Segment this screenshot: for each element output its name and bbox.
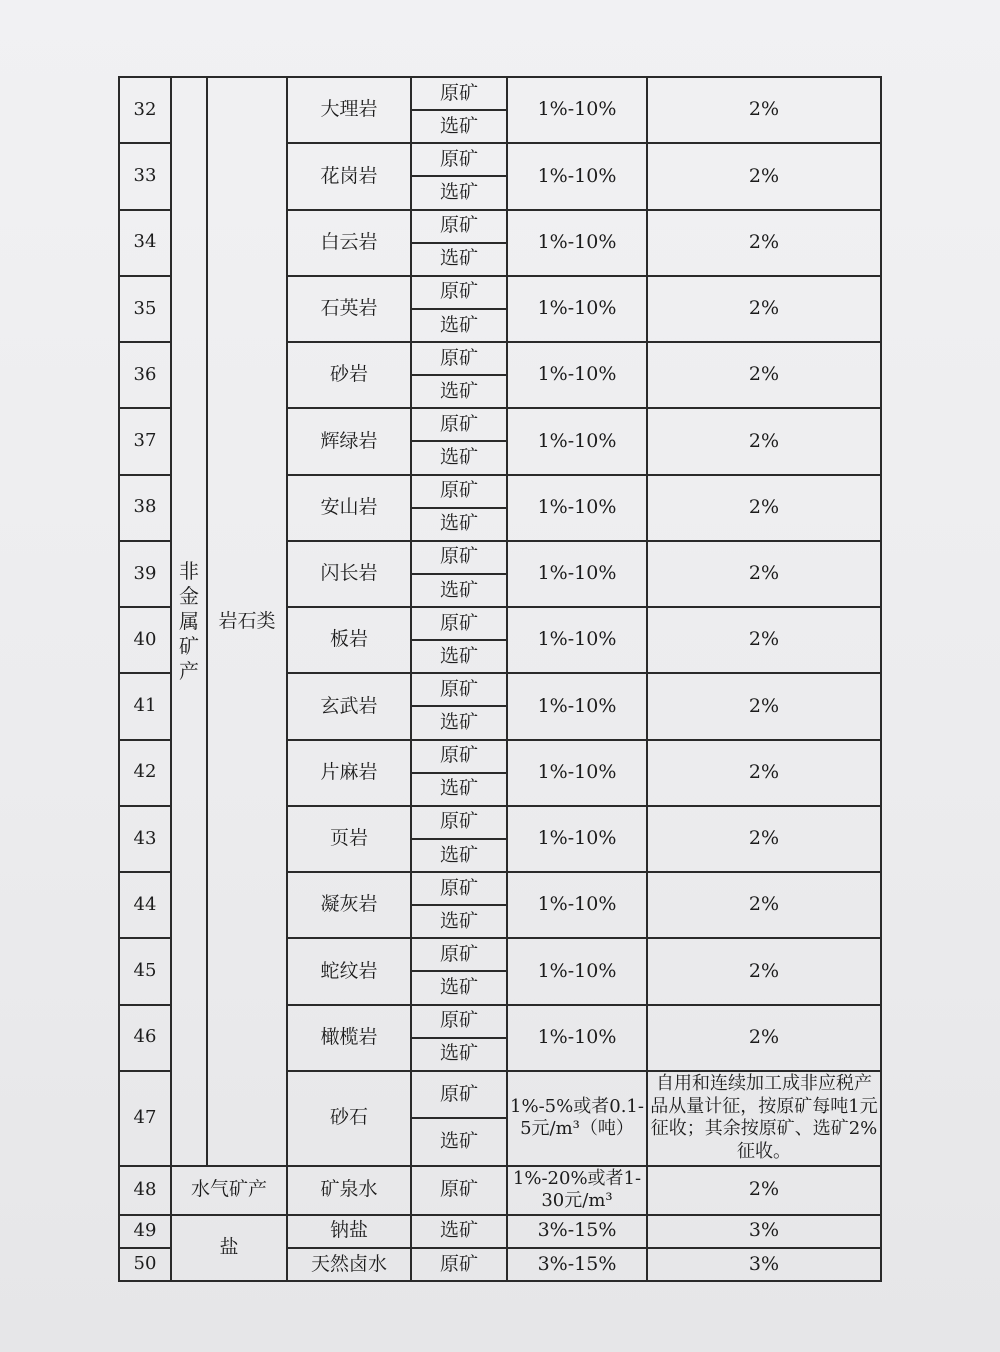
applied-rate: 2% [647, 342, 881, 408]
applied-rate: 2% [647, 938, 881, 1004]
row-number: 34 [119, 210, 171, 276]
form-raw: 原矿 [411, 276, 507, 309]
form-raw: 原矿 [411, 938, 507, 971]
applied-rate: 2% [647, 475, 881, 541]
applied-rate: 2% [647, 806, 881, 872]
category-cell [171, 77, 207, 1166]
rate-range: 3%-15% [507, 1248, 647, 1281]
rate-range: 3%-15% [507, 1215, 647, 1248]
row-number: 37 [119, 408, 171, 474]
row-number: 50 [119, 1248, 171, 1281]
rate-range: 1%-10% [507, 1005, 647, 1071]
form-raw: 原矿 [411, 475, 507, 508]
row-number: 41 [119, 673, 171, 739]
mineral-name: 矿泉水 [287, 1166, 411, 1215]
mineral-name: 大理岩 [287, 77, 411, 143]
form-processed: 选矿 [411, 176, 507, 209]
applied-rate: 2% [647, 1005, 881, 1071]
form-raw: 原矿 [411, 541, 507, 574]
form-raw: 原矿 [411, 143, 507, 176]
form-processed: 选矿 [411, 971, 507, 1004]
form-raw: 原矿 [411, 1166, 507, 1215]
row-number: 39 [119, 541, 171, 607]
applied-rate: 2% [647, 740, 881, 806]
row-number: 33 [119, 143, 171, 209]
mineral-name: 玄武岩 [287, 673, 411, 739]
mineral-name: 片麻岩 [287, 740, 411, 806]
rate-range: 1%-10% [507, 607, 647, 673]
rate-range: 1%-10% [507, 938, 647, 1004]
form-processed: 选矿 [411, 441, 507, 474]
form-processed: 选矿 [411, 839, 507, 872]
mineral-name: 砂岩 [287, 342, 411, 408]
row-number: 40 [119, 607, 171, 673]
form-processed: 选矿 [411, 773, 507, 806]
row-number: 38 [119, 475, 171, 541]
mineral-name: 橄榄岩 [287, 1005, 411, 1071]
applied-rate: 2% [647, 607, 881, 673]
subcategory-cell: 岩石类 [207, 77, 287, 1166]
form-raw: 原矿 [411, 806, 507, 839]
form-processed: 选矿 [411, 574, 507, 607]
mineral-name: 花岗岩 [287, 143, 411, 209]
rate-range: 1%-10% [507, 408, 647, 474]
applied-rate: 2% [647, 541, 881, 607]
row-number: 35 [119, 276, 171, 342]
rate-range: 1%-10% [507, 143, 647, 209]
applied-rate-note: 自用和连续加工成非应税产品从量计征，按原矿每吨1元征收；其余按原矿、选矿2%征收。 [647, 1071, 881, 1166]
form-processed: 选矿 [411, 1038, 507, 1071]
rate-range: 1%-10% [507, 740, 647, 806]
rate-range: 1%-5%或者0.1-5元/m³（吨） [507, 1071, 647, 1166]
rate-range: 1%-10% [507, 77, 647, 143]
mineral-name: 天然卤水 [287, 1248, 411, 1281]
row-number: 32 [119, 77, 171, 143]
form-processed: 选矿 [411, 508, 507, 541]
rate-range: 1%-10% [507, 342, 647, 408]
table-row [119, 77, 881, 110]
row-number: 43 [119, 806, 171, 872]
form-processed: 选矿 [411, 706, 507, 739]
form-raw: 原矿 [411, 673, 507, 706]
row-number: 44 [119, 872, 171, 938]
applied-rate: 2% [647, 673, 881, 739]
row-number: 49 [119, 1215, 171, 1248]
form-raw: 原矿 [411, 1071, 507, 1119]
row-number: 47 [119, 1071, 171, 1166]
form-processed: 选矿 [411, 905, 507, 938]
rate-range: 1%-10% [507, 872, 647, 938]
mineral-name: 安山岩 [287, 475, 411, 541]
mineral-name: 页岩 [287, 806, 411, 872]
form-raw: 原矿 [411, 1248, 507, 1281]
mineral-name: 钠盐 [287, 1215, 411, 1248]
form-processed: 选矿 [411, 243, 507, 276]
category-cell: 水气矿产 [171, 1166, 287, 1215]
resource-tax-table [118, 76, 882, 1282]
form-processed: 选矿 [411, 1118, 507, 1166]
applied-rate: 3% [647, 1215, 881, 1248]
mineral-name: 白云岩 [287, 210, 411, 276]
rate-range: 1%-10% [507, 673, 647, 739]
rate-range: 1%-10% [507, 475, 647, 541]
form-processed: 选矿 [411, 110, 507, 143]
mineral-name: 辉绿岩 [287, 408, 411, 474]
rate-range: 1%-20%或者1-30元/m³ [507, 1166, 647, 1215]
form-processed: 选矿 [411, 640, 507, 673]
row-number: 46 [119, 1005, 171, 1071]
row-number: 48 [119, 1166, 171, 1215]
category-cell: 盐 [171, 1215, 287, 1281]
row-number: 36 [119, 342, 171, 408]
category-label: 非金属矿产 [179, 558, 199, 683]
rate-range: 1%-10% [507, 210, 647, 276]
table-row [119, 1166, 881, 1215]
applied-rate: 2% [647, 143, 881, 209]
applied-rate: 2% [647, 276, 881, 342]
applied-rate: 2% [647, 1166, 881, 1215]
applied-rate: 2% [647, 210, 881, 276]
applied-rate: 3% [647, 1248, 881, 1281]
form-raw: 原矿 [411, 408, 507, 441]
applied-rate: 2% [647, 408, 881, 474]
form-raw: 原矿 [411, 740, 507, 773]
rate-range: 1%-10% [507, 276, 647, 342]
mineral-name: 石英岩 [287, 276, 411, 342]
mineral-name: 闪长岩 [287, 541, 411, 607]
form-raw: 原矿 [411, 1005, 507, 1038]
mineral-name: 砂石 [287, 1071, 411, 1166]
form-processed: 选矿 [411, 309, 507, 342]
form-raw: 原矿 [411, 872, 507, 905]
rate-range: 1%-10% [507, 541, 647, 607]
form-raw: 原矿 [411, 607, 507, 640]
table-body [119, 77, 881, 1281]
row-number: 42 [119, 740, 171, 806]
mineral-name: 蛇纹岩 [287, 938, 411, 1004]
applied-rate: 2% [647, 872, 881, 938]
form-raw: 原矿 [411, 210, 507, 243]
applied-rate: 2% [647, 77, 881, 143]
mineral-name: 板岩 [287, 607, 411, 673]
form-raw: 原矿 [411, 77, 507, 110]
form-processed: 选矿 [411, 375, 507, 408]
row-number: 45 [119, 938, 171, 1004]
form-processed: 选矿 [411, 1215, 507, 1248]
form-raw: 原矿 [411, 342, 507, 375]
mineral-name: 凝灰岩 [287, 872, 411, 938]
table-row [119, 1215, 881, 1248]
rate-range: 1%-10% [507, 806, 647, 872]
